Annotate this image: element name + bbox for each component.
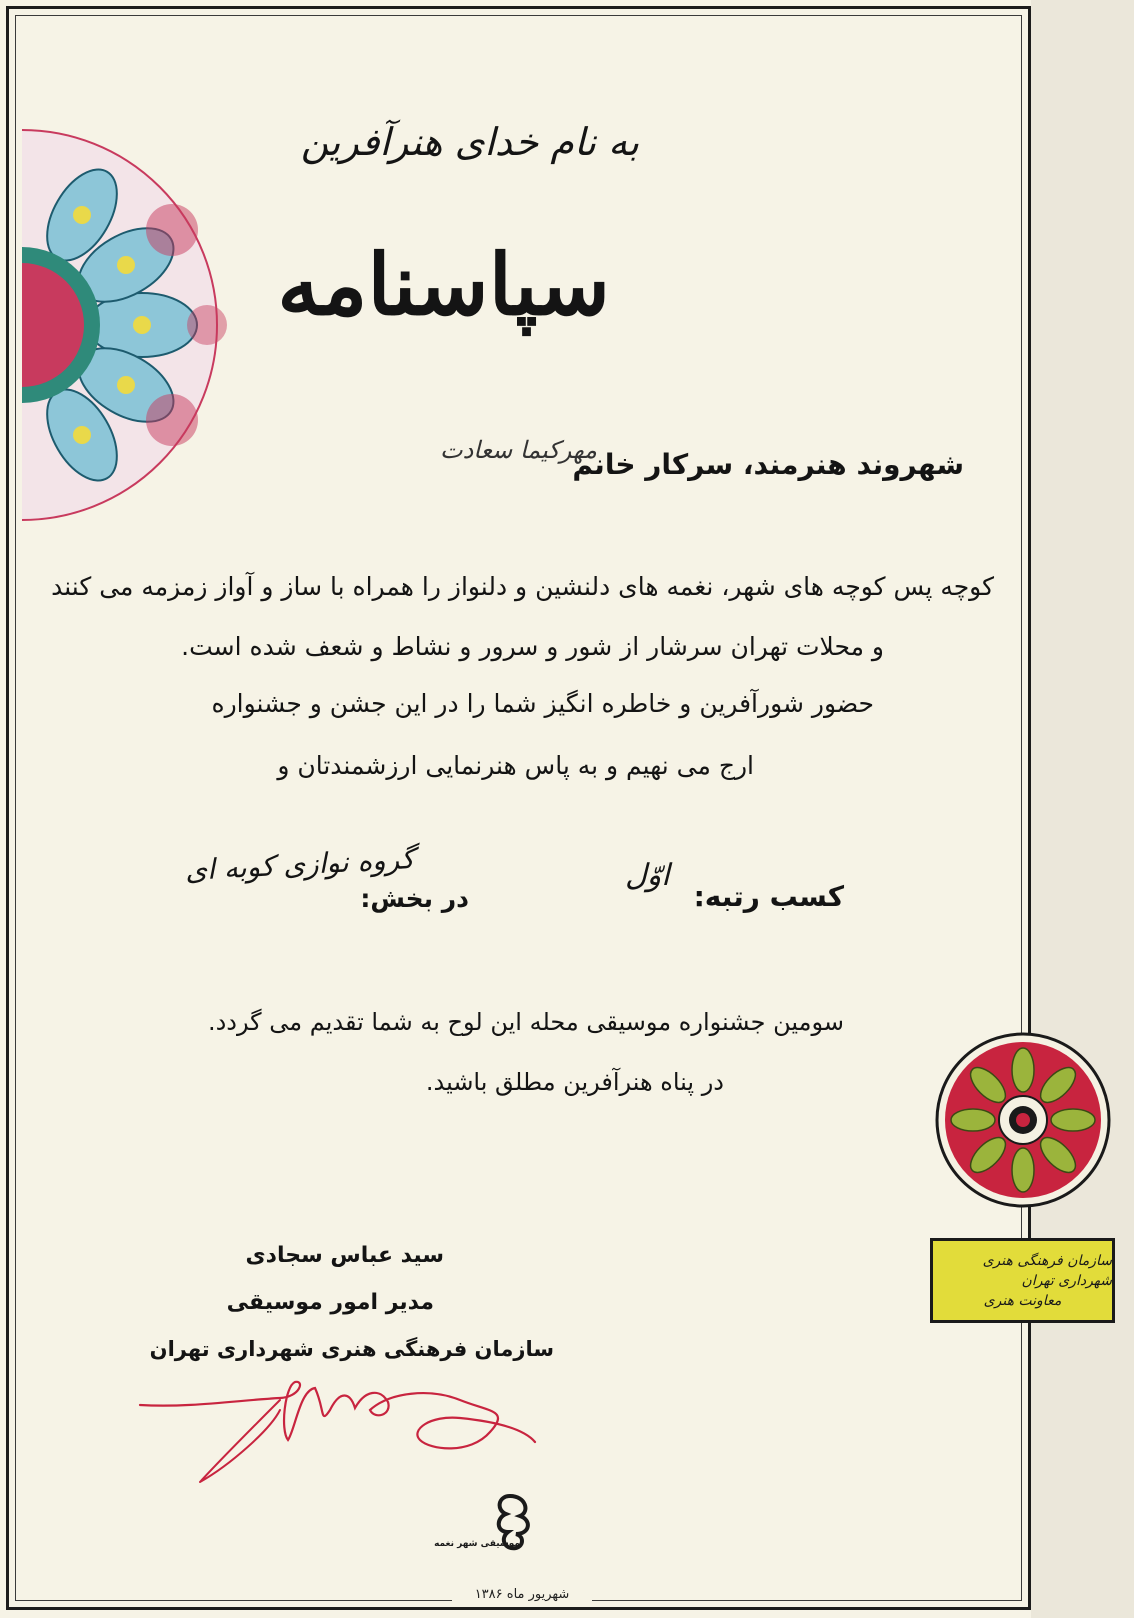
- festival-logo: [434, 1488, 550, 1568]
- ornament-rosette: [22, 110, 237, 540]
- body-line-3: حضور شورآفرین و خاطره انگیز شما را در این جشن و جشنواره: [211, 689, 874, 718]
- rank-value: اوّل: [625, 858, 670, 893]
- recipient-label: شهروند هنرمند، سرکار خانم: [572, 448, 964, 481]
- signatory-name: سید عباس سجادی: [245, 1243, 444, 1268]
- certificate-title: سپاسنامه: [277, 235, 610, 334]
- invocation-heading: به نام خدای هنرآفرین: [300, 120, 640, 164]
- rank-label: کسب رتبه:: [693, 880, 844, 913]
- section-value: گروه نوازی کوبه ای: [184, 842, 416, 887]
- seal-line-1: سازمان فرهنگی هنری شهرداری تهران: [982, 1252, 1112, 1289]
- section-label: در بخش:: [360, 884, 469, 913]
- logo-text: موسیقی شهر نغمه: [434, 1539, 520, 1549]
- footer-date: شهریور ماه ۱۳۸۶: [452, 1587, 592, 1602]
- body-line-2: و محلات تهران سرشار از شور و سرور و نشاط و شعف شده است.: [181, 632, 884, 661]
- recipient-name: مهرکیما سعادت: [440, 436, 597, 464]
- signatory-organization: سازمان فرهنگی هنری شهرداری تهران: [149, 1337, 554, 1361]
- seal-medallion: [933, 1030, 1113, 1210]
- closing-line-2: در پناه هنرآفرین مطلق باشید.: [425, 1068, 724, 1096]
- signatory-role: مدیر امور موسیقی: [226, 1290, 434, 1315]
- seal-line-2: معاونت هنری: [983, 1292, 1062, 1309]
- seal-label-box: [930, 1238, 1115, 1323]
- body-line-4: ارج می نهیم و به پاس هنرنمایی ارزشمندتان و: [277, 751, 754, 780]
- closing-line-1: سومین جشنواره موسیقی محله این لوح به شما تقدیم می گردد.: [207, 1008, 844, 1036]
- body-line-1: کوچه پس کوچه های شهر، نغمه های دلنشین و دلنواز را همراه با ساز و آواز زمزمه می کنند: [51, 572, 994, 601]
- page-margin: [1031, 0, 1134, 1618]
- handwritten-signature: [130, 1370, 550, 1490]
